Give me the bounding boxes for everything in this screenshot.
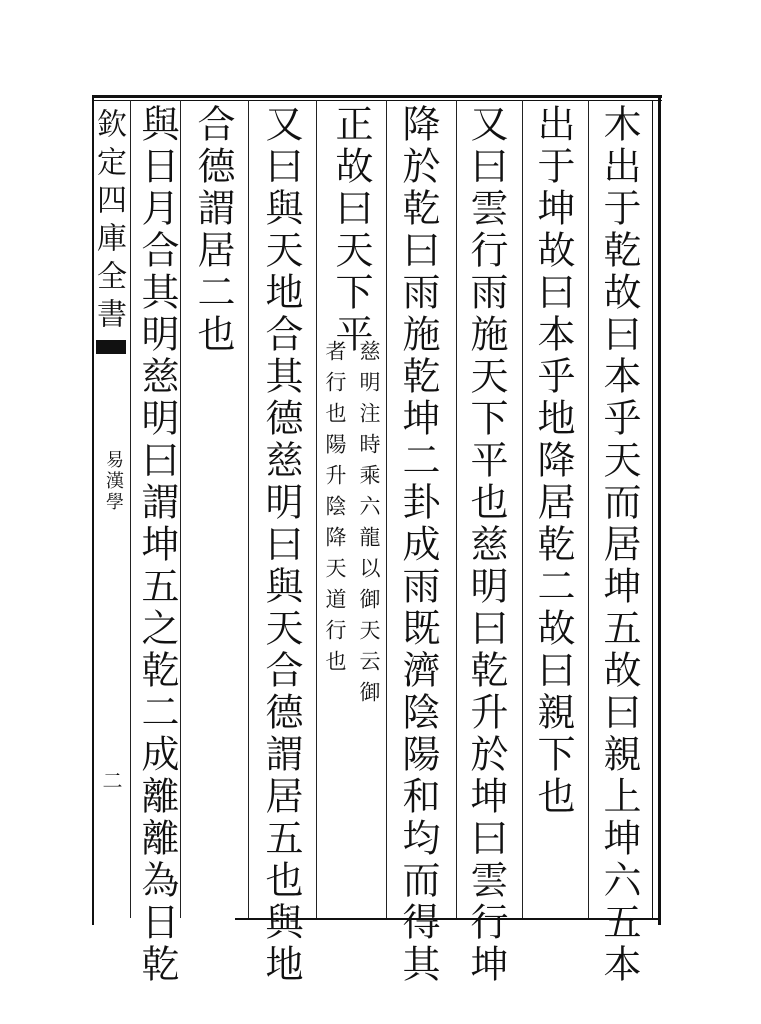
column-rule	[248, 100, 249, 918]
text-column-2: 出于坤故曰本乎地降居乾二故曰親下也	[531, 104, 575, 818]
column-rule	[456, 100, 457, 918]
commentary-note-right: 慈明注時乘六龍以御天云御	[357, 340, 381, 712]
column-rule	[588, 100, 589, 918]
frame-border-right-inner	[652, 100, 653, 920]
frame-border-top-inner	[92, 100, 662, 101]
page-number: 二	[99, 770, 123, 790]
column-rule	[386, 100, 387, 918]
text-column-1: 木出于乾故曰本乎天而居坤五故曰親上坤六五本	[597, 104, 641, 986]
text-column-3: 又曰雲行雨施天下平也慈明曰乾升於坤曰雲行坤	[464, 104, 508, 986]
column-rule	[522, 100, 523, 918]
column-rule	[180, 100, 181, 918]
fish-tail-ornament	[96, 340, 126, 354]
commentary-note-left: 者行也陽升陰降天道行也	[323, 340, 347, 681]
section-title-margin: 易漢學	[103, 450, 124, 513]
book-title-margin: 欽定四庫全書	[91, 108, 126, 336]
text-column-4: 降於乾曰雨施乾坤二卦成雨既濟陰陽和均而得其	[396, 104, 440, 986]
text-column-8: 與日月合其明慈明曰謂坤五之乾二成離離為日乾	[135, 104, 179, 986]
column-rule	[130, 100, 131, 918]
frame-border-top	[92, 95, 662, 98]
text-column-6: 又曰與天地合其德慈明曰與天合德謂居五也與地	[259, 104, 303, 986]
frame-border-right	[658, 95, 661, 925]
column-rule	[316, 100, 317, 918]
text-column-5: 正故曰天下平	[329, 104, 373, 356]
text-column-7: 合德謂居二也	[191, 104, 235, 356]
